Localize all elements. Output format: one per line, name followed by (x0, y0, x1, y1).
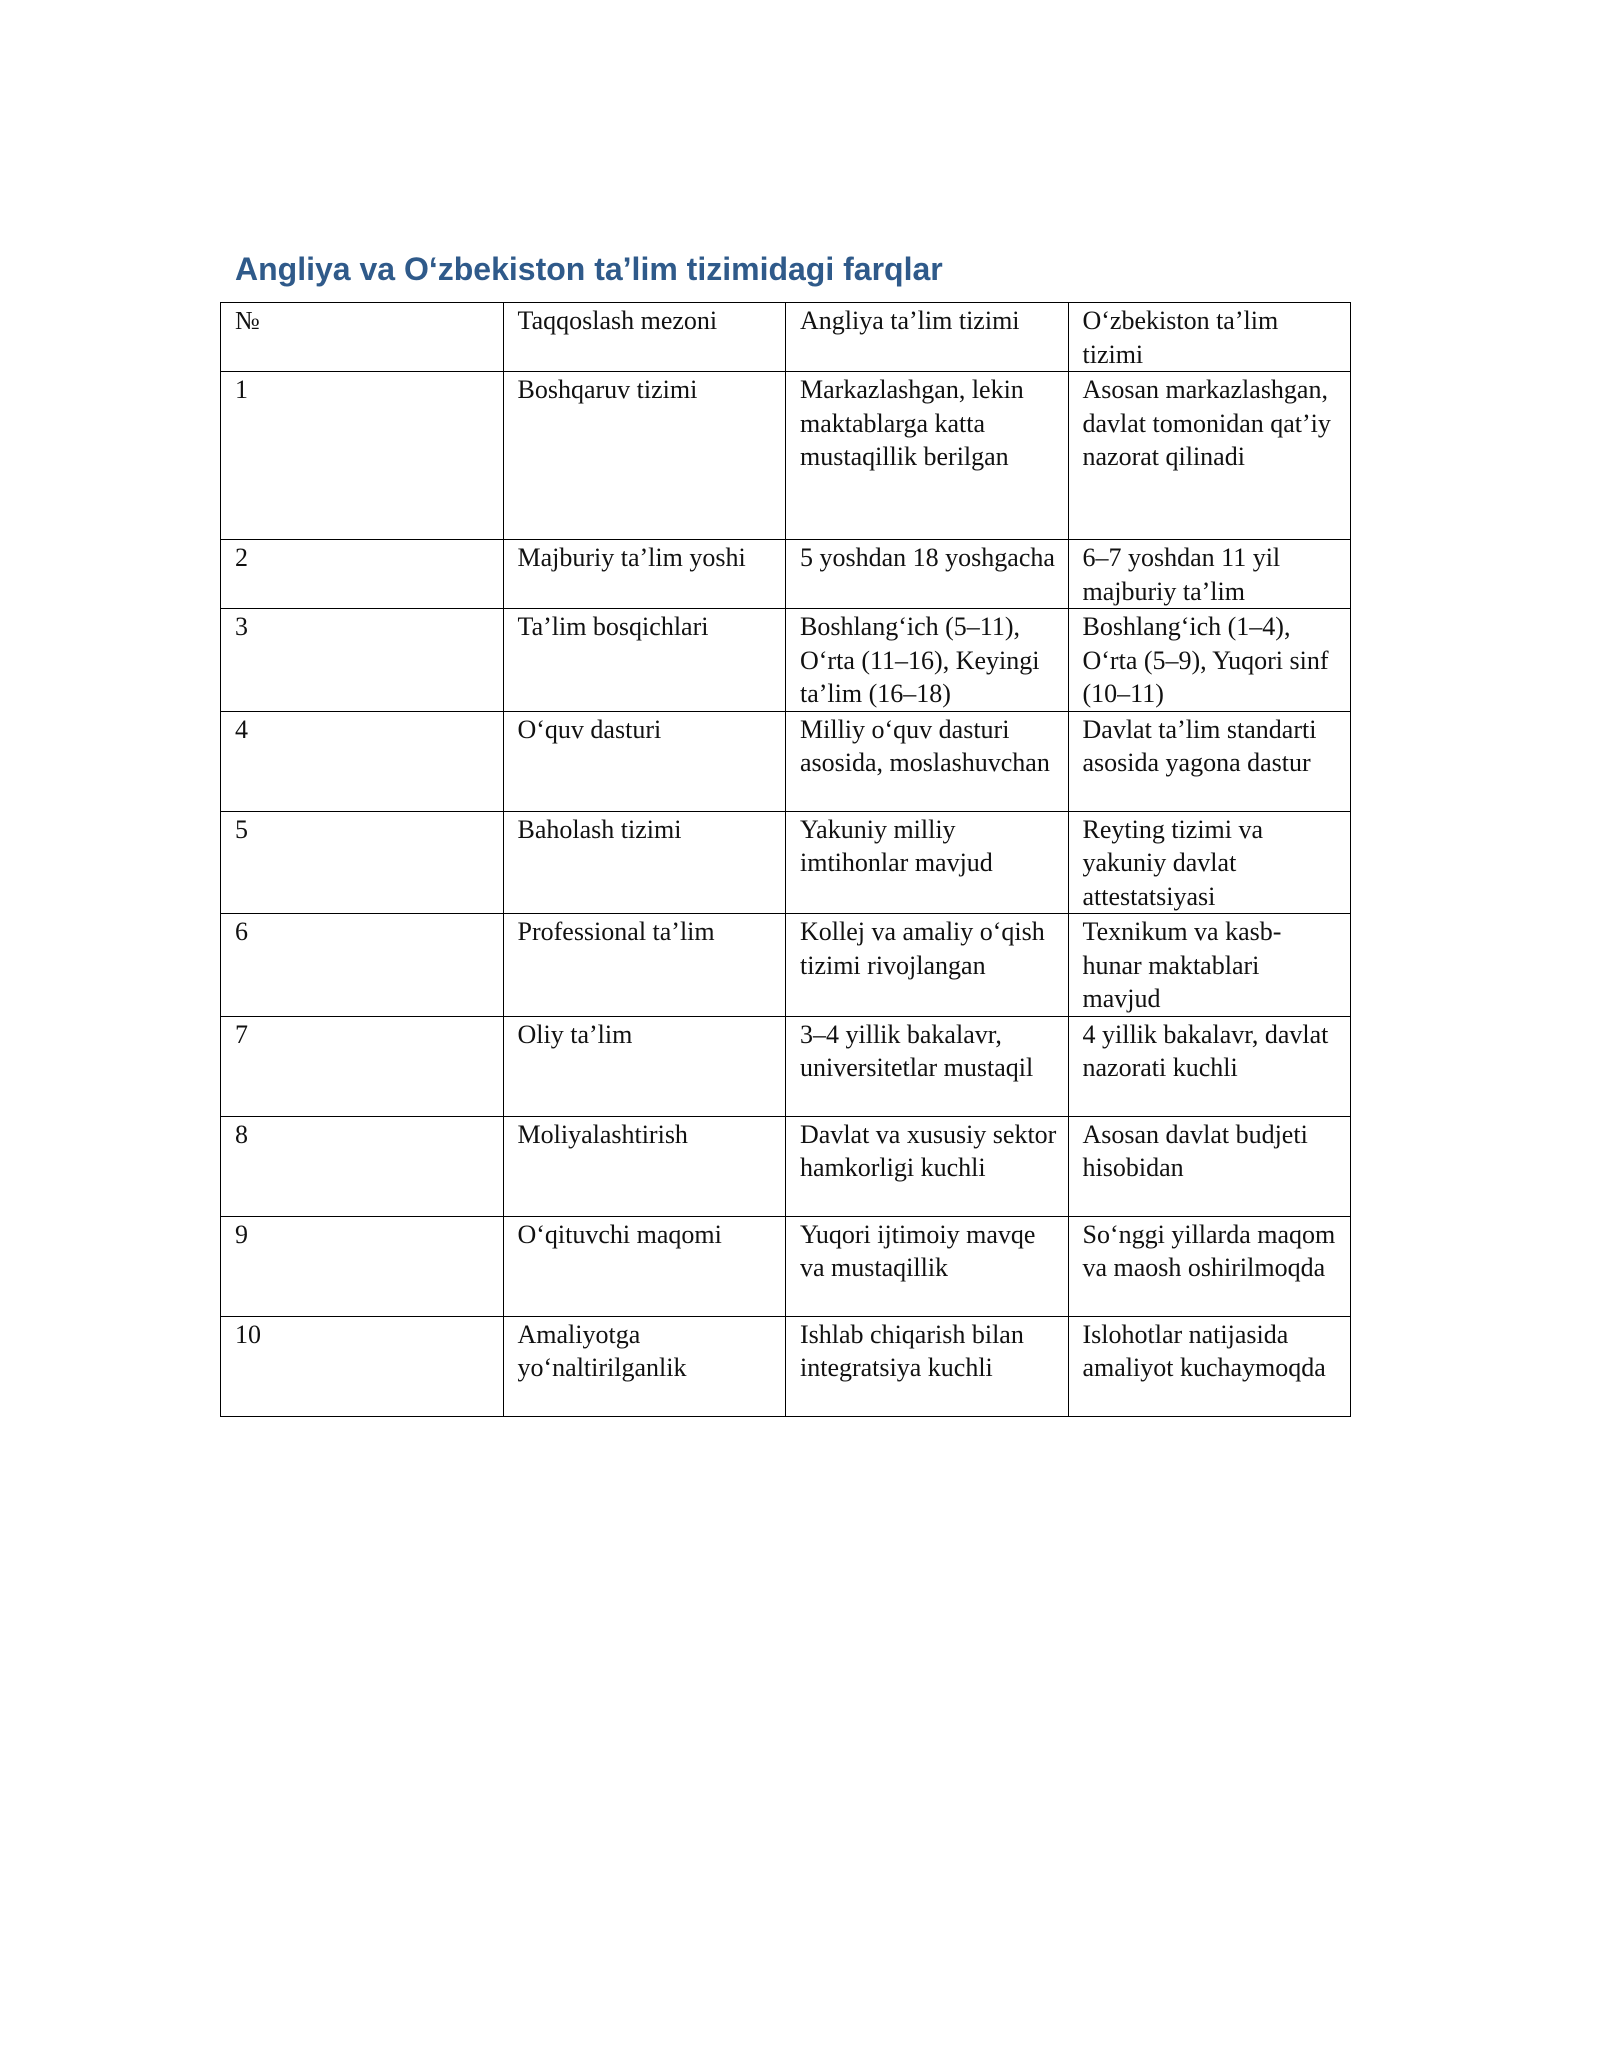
criterion-cell: Majburiy ta’lim yoshi (503, 540, 786, 609)
header-cell-uzbekistan: O‘zbekiston ta’lim tizimi (1068, 303, 1351, 372)
row-number-cell: 7 (221, 1016, 504, 1116)
row-number-cell: 2 (221, 540, 504, 609)
criterion-cell: Oliy ta’lim (503, 1016, 786, 1116)
page-title: Angliya va O‘zbekiston ta’lim tizimidagi farqlar (235, 251, 943, 287)
england-cell: 5 yoshdan 18 yoshgacha (786, 540, 1069, 609)
criterion-cell: O‘quv dasturi (503, 711, 786, 811)
row-number-cell: 6 (221, 914, 504, 1017)
uzbekistan-cell: Asosan davlat budjeti hisobidan (1068, 1116, 1351, 1216)
row-number-cell: 10 (221, 1316, 504, 1416)
table-row (221, 1116, 1351, 1216)
uzbekistan-cell: Boshlang‘ich (1–4), O‘rta (5–9), Yuqori sinf (10–11) (1068, 609, 1351, 712)
header-cell-england: Angliya ta’lim tizimi (786, 303, 1069, 372)
uzbekistan-cell: Islohotlar natijasida amaliyot kuchaymoqda (1068, 1316, 1351, 1416)
criterion-cell: Amaliyotga yo‘naltirilganlik (503, 1316, 786, 1416)
table-row (221, 372, 1351, 540)
table-row (221, 1216, 1351, 1316)
row-number-cell: 5 (221, 811, 504, 914)
header-cell-criterion: Taqqoslash mezoni (503, 303, 786, 372)
table-row (221, 811, 1351, 914)
uzbekistan-cell: Davlat ta’lim standarti asosida yagona dastur (1068, 711, 1351, 811)
header-cell-number: № (221, 303, 504, 372)
table-row (221, 609, 1351, 712)
england-cell: Ishlab chiqarish bilan integratsiya kuchli (786, 1316, 1069, 1416)
uzbekistan-cell: 4 yillik bakalavr, davlat nazorati kuchli (1068, 1016, 1351, 1116)
criterion-cell: Moliyalashtirish (503, 1116, 786, 1216)
row-number-cell: 8 (221, 1116, 504, 1216)
row-number-cell: 9 (221, 1216, 504, 1316)
table-row (221, 1016, 1351, 1116)
uzbekistan-cell: Reyting tizimi va yakuniy davlat attestatsiyasi (1068, 811, 1351, 914)
uzbekistan-cell: Asosan markazlashgan, davlat tomonidan qat’iy nazorat qilinadi (1068, 372, 1351, 540)
england-cell: Davlat va xususiy sektor hamkorligi kuchli (786, 1116, 1069, 1216)
uzbekistan-cell: So‘nggi yillarda maqom va maosh oshirilmoqda (1068, 1216, 1351, 1316)
comparison-table (220, 302, 1351, 1417)
england-cell: 3–4 yillik bakalavr, universitetlar mustaqil (786, 1016, 1069, 1116)
row-number-cell: 3 (221, 609, 504, 712)
uzbekistan-cell: Texnikum va kasb-hunar maktablari mavjud (1068, 914, 1351, 1017)
table-header-row (221, 303, 1351, 372)
criterion-cell: Professional ta’lim (503, 914, 786, 1017)
criterion-cell: Ta’lim bosqichlari (503, 609, 786, 712)
england-cell: Yuqori ijtimoiy mavqe va mustaqillik (786, 1216, 1069, 1316)
row-number-cell: 1 (221, 372, 504, 540)
uzbekistan-cell: 6–7 yoshdan 11 yil majburiy ta’lim (1068, 540, 1351, 609)
england-cell: Markazlashgan, lekin maktablarga katta mustaqillik berilgan (786, 372, 1069, 540)
england-cell: Milliy o‘quv dasturi asosida, moslashuvchan (786, 711, 1069, 811)
criterion-cell: Baholash tizimi (503, 811, 786, 914)
table-row (221, 540, 1351, 609)
table-row (221, 1316, 1351, 1416)
england-cell: Yakuniy milliy imtihonlar mavjud (786, 811, 1069, 914)
criterion-cell: O‘qituvchi maqomi (503, 1216, 786, 1316)
table-row (221, 711, 1351, 811)
table-row (221, 914, 1351, 1017)
criterion-cell: Boshqaruv tizimi (503, 372, 786, 540)
england-cell: Kollej va amaliy o‘qish tizimi rivojlangan (786, 914, 1069, 1017)
england-cell: Boshlang‘ich (5–11), O‘rta (11–16), Keyingi ta’lim (16–18) (786, 609, 1069, 712)
row-number-cell: 4 (221, 711, 504, 811)
